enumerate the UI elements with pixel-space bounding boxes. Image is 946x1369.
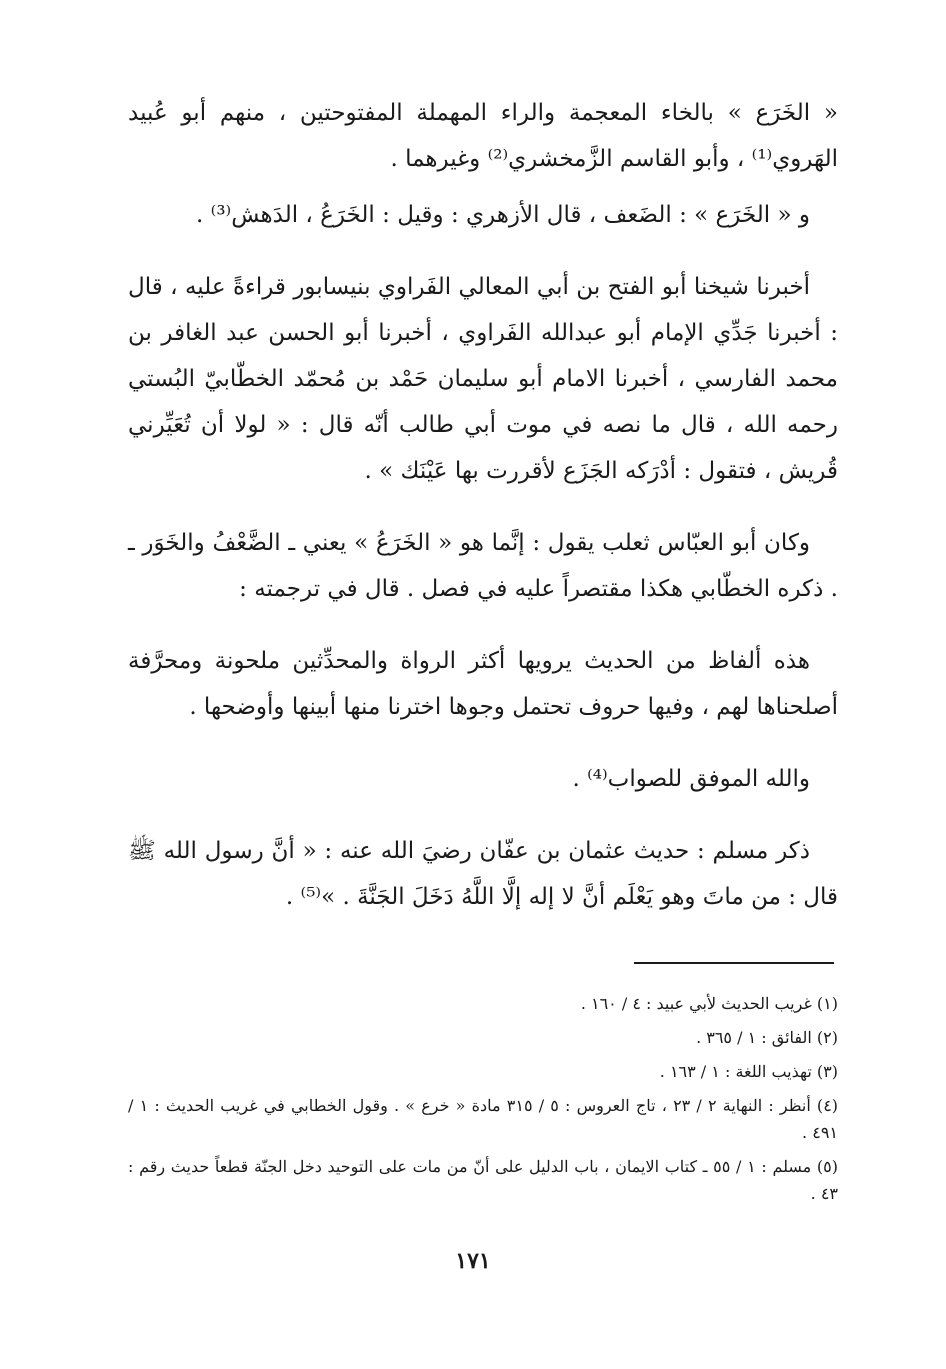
paragraph-thalab: وكان أبو العبّاس ثعلب يقول : إنَّما هو « الخَرَعُ » يعني ـ الضَّعْفُ والخَوَر ـ . ذكره الخطّابي هكذا مقتصراً عليه في فصل . قال في ترجمته : <box>128 530 838 602</box>
footnote-4: (٤) أنظر : النهاية ٢ / ٢٣ ، تاج العروس : ٥ / ٣١٥ مادة « خرع » . وقول الخطابي في غريب الحديث : ١ / ٤٩١ . <box>128 1096 839 1142</box>
page-number: ١٧١ <box>455 1248 491 1274</box>
footnote-divider <box>634 962 834 964</box>
paragraph-isnad-abu-talib: أخبرنا شيخنا أبو الفتح بن أبي المعالي الفَراوي بنيسابور قراءةً عليه ، قال : أخبرنا جَدِّي الإمام أبو عبدالله الفَراوي ، أخبرنا أبو الحسن عبد الغافر بن محمد الفارسي ، أخبرنا الامام أبو سليمان حَمْد بن مُحمّد الخطّابيّ البُستي رحمه الله ، قال ما نصه في موت أبي طالب أنّه قال : « لولا أن تُعَيِّرني قُريش ، فتقول : أدْرَكه الجَزَع لأقررت بها عَيْنَك » . <box>128 274 838 484</box>
footnotes <box>128 990 838 1214</box>
paragraph-khattabi-quote: هذه ألفاظ من الحديث يرويها أكثر الرواة والمحدِّثين ملحونة ومحرَّفة أصلحناها لهم ، وفيها حروف تحتمل وجوها اخترنا منها أبينها وأوضحها . <box>128 648 838 720</box>
paragraph-khara-weakness: و « الخَرَع » : الضَعف ، قال الأزهري : وقيل : الخَرَعُ ، الدَهش⁽³⁾ . <box>196 202 810 228</box>
paragraph-khara-definition: « الخَرَع » بالخاء المعجمة والراء المهملة المفتوحتين ، منهم أبو عُبيد الهَروي⁽¹⁾ ، وأبو القاسم الزَّمخشري⁽²⁾ وغيرهما . <box>128 100 838 172</box>
footnote-3: (٣) تهذيب اللغة : ١ / ١٦٣ . <box>659 1062 838 1081</box>
footnote-1: (١) غريب الحديث لأبي عبيد : ٤ / ١٦٠ . <box>580 994 838 1013</box>
footnote-2: (٢) الفائق : ١ / ٣٦٥ . <box>696 1028 838 1047</box>
paragraph-muslim-hadith: ذكر مسلم : حديث عثمان بن عفّان رضيَ الله عنه : « أنَّ رسول الله ﷺ قال : من ماتَ وهو يَعْلَم أنَّ لا إله إلَّا اللَّهُ دَخَلَ الجَنَّةَ . »⁽⁵⁾ . <box>128 838 838 910</box>
footnote-5: (٥) مسلم : ١ / ٥٥ ـ كتاب الايمان ، باب الدليل على أنّ من مات على التوحيد دخل الجنّة قطعاً حديث رقم : ٤٣ . <box>128 1157 839 1203</box>
paragraph-closing-phrase: والله الموفق للصواب⁽⁴⁾ . <box>572 766 810 792</box>
main-text <box>128 90 838 920</box>
